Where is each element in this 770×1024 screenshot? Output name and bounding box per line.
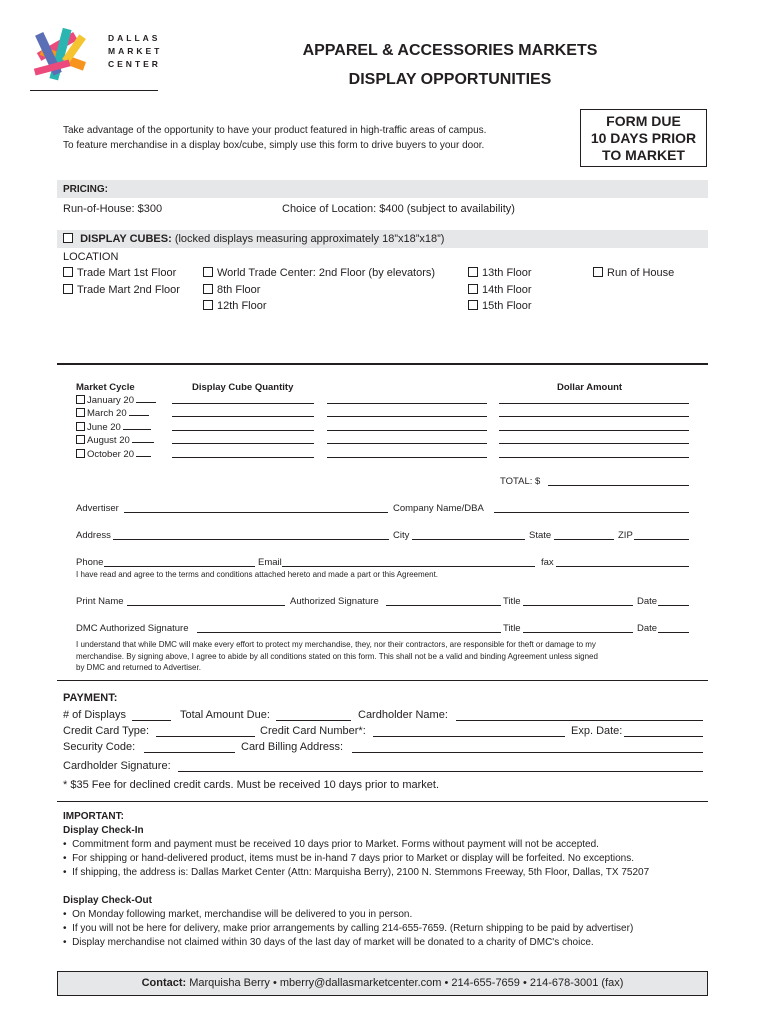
company-line[interactable]: [494, 512, 689, 513]
date-line[interactable]: [658, 605, 689, 606]
checkin-heading: Display Check-In: [63, 825, 144, 836]
pricing-band: [57, 180, 708, 198]
cycle-august[interactable]: [76, 435, 154, 446]
qty-line-2[interactable]: [327, 403, 487, 404]
total-line[interactable]: [548, 485, 689, 486]
disclaimer-line-2: merchandise. By signing above, I agree to abide by all conditions stated on this form. This shall not be a valid and binding Agreement unless signed: [76, 651, 598, 661]
checkout-item: [63, 909, 412, 920]
fax-line[interactable]: [556, 566, 689, 567]
cardholder-name-line[interactable]: [456, 720, 703, 721]
email-line[interactable]: [282, 566, 535, 567]
cardholder-name-label: Cardholder Name:: [358, 709, 448, 721]
checkbox[interactable]: [593, 267, 603, 277]
disclaimer-line-1: I understand that while DMC will make every effort to protect my merchandise, they, nor their contractors, are responsible for theft or damage to my: [76, 640, 596, 649]
cc-type-line[interactable]: [156, 736, 255, 737]
logo: [30, 20, 170, 90]
location-label: Trade Mart 2nd Floor: [77, 284, 180, 296]
display-cubes-checkbox[interactable]: [63, 233, 73, 243]
fax-label: fax: [541, 557, 554, 568]
location-label: 12th Floor: [217, 300, 267, 312]
billing-address-label: Card Billing Address:: [241, 741, 344, 753]
state-label: State: [529, 530, 552, 541]
checkbox[interactable]: [76, 449, 85, 458]
qty-line[interactable]: [172, 403, 314, 404]
city-label: City: [393, 530, 410, 541]
bullet: •: [63, 853, 73, 864]
address-label: Address: [76, 530, 111, 541]
qty-line[interactable]: [172, 443, 314, 444]
cycle-label: August 20: [87, 435, 130, 446]
location-13th[interactable]: [468, 267, 532, 279]
advertiser-label: Advertiser: [76, 503, 119, 514]
qty-line-2[interactable]: [327, 430, 487, 431]
exp-date-line[interactable]: [624, 736, 703, 737]
zip-line[interactable]: [634, 539, 689, 540]
form-due-line-1: FORM DUE: [606, 113, 681, 129]
checkbox[interactable]: [468, 300, 478, 310]
title-label: Title: [503, 596, 521, 607]
checkbox[interactable]: [203, 267, 213, 277]
email-label: Email: [258, 557, 282, 568]
qty-line-2[interactable]: [327, 416, 487, 417]
address-line[interactable]: [113, 539, 389, 540]
state-line[interactable]: [554, 539, 614, 540]
checkin-text: For shipping or hand-delivered product, items must be in-hand 7 days prior to Market or display will be forfeited. No exceptions.: [72, 853, 635, 864]
display-cubes-row: [63, 233, 444, 245]
cycle-march[interactable]: [76, 408, 149, 419]
advertiser-line[interactable]: [124, 512, 388, 513]
cycle-october[interactable]: [76, 449, 151, 460]
cycle-june[interactable]: [76, 422, 151, 433]
security-code-line[interactable]: [144, 752, 235, 753]
display-cubes-heading: DISPLAY CUBES:: [80, 233, 172, 245]
display-cubes-desc: (locked displays measuring approximately 18”x18”x18”): [174, 233, 445, 245]
total-due-line[interactable]: [276, 720, 351, 721]
checkout-text: Display merchandise not claimed within 30 days of the last day of market will be donated to a charity of DMC's choice.: [72, 937, 594, 948]
auth-signature-label: Authorized Signature: [290, 596, 379, 607]
checkin-item: [63, 839, 599, 850]
qty-line-2[interactable]: [327, 457, 487, 458]
company-label: Company Name/DBA: [393, 503, 484, 514]
location-12th[interactable]: [203, 300, 267, 312]
checkout-item: [63, 937, 594, 948]
location-label: World Trade Center: 2nd Floor (by elevators): [217, 267, 436, 279]
intro-text: [63, 123, 486, 153]
dmc-signature-label: DMC Authorized Signature: [76, 623, 189, 634]
logo-line-1: DALLAS: [108, 33, 161, 43]
location-label: 15th Floor: [482, 300, 532, 312]
location-label: Run of House: [607, 267, 675, 279]
intro-line-2: To feature merchandise in a display box/cube, simply use this form to drive buyers to your door.: [63, 140, 485, 151]
print-name-line[interactable]: [127, 605, 285, 606]
zip-label: ZIP: [618, 530, 633, 541]
checkbox[interactable]: [468, 267, 478, 277]
checkbox[interactable]: [468, 284, 478, 294]
page-title: [230, 36, 670, 94]
dmc-date-line[interactable]: [658, 632, 689, 633]
checkbox[interactable]: [76, 422, 85, 431]
location-label: 14th Floor: [482, 284, 532, 296]
disclaimer-line-3: by DMC and returned to Advertiser.: [76, 663, 201, 672]
print-name-label: Print Name: [76, 596, 124, 607]
title-line[interactable]: [523, 605, 633, 606]
bullet: •: [63, 839, 73, 850]
billing-address-line[interactable]: [352, 752, 703, 753]
total-label: TOTAL: $: [500, 476, 541, 487]
location-label: 13th Floor: [482, 267, 532, 279]
location-wtc-2nd[interactable]: [203, 267, 435, 279]
location-8th[interactable]: [203, 284, 260, 296]
checkbox[interactable]: [76, 435, 85, 444]
bullet: •: [63, 867, 73, 878]
checkbox[interactable]: [76, 408, 85, 417]
checkin-item: [63, 853, 634, 864]
security-code-label: Security Code:: [63, 741, 136, 753]
checkbox[interactable]: [63, 284, 73, 294]
fee-note: * $35 Fee for declined credit cards. Must be received 10 days prior to market.: [63, 779, 440, 791]
dollar-amount-header: Dollar Amount: [557, 382, 623, 393]
title-line-1: APPAREL & ACCESSORIES MARKETS: [302, 42, 598, 59]
bullet: •: [63, 937, 73, 948]
cc-number-line[interactable]: [373, 736, 565, 737]
location-label: Trade Mart 1st Floor: [77, 267, 177, 279]
checkbox[interactable]: [63, 267, 73, 277]
contact-label: Contact:: [141, 977, 187, 989]
important-heading: IMPORTANT:: [63, 811, 124, 822]
checkout-text: On Monday following market, merchandise will be delivered to you in person.: [72, 909, 413, 920]
location-heading: LOCATION: [63, 251, 119, 263]
cc-type-label: Credit Card Type:: [63, 725, 150, 737]
disclaimer: [76, 639, 598, 674]
qty-line-2[interactable]: [327, 443, 487, 444]
num-displays-line[interactable]: [132, 720, 171, 721]
dmc-title-label: Title: [503, 623, 521, 634]
location-trade-mart-1[interactable]: [63, 267, 176, 279]
cycle-label: January 20: [87, 395, 135, 406]
phone-label: Phone: [76, 557, 104, 568]
qty-line[interactable]: [172, 457, 314, 458]
qty-line[interactable]: [172, 416, 314, 417]
cube-quantity-header: Display Cube Quantity: [192, 382, 294, 393]
cycle-label: October 20: [87, 449, 134, 460]
dollar-line[interactable]: [499, 416, 689, 417]
market-cycle-header: Market Cycle: [76, 382, 135, 393]
dollar-line[interactable]: [499, 457, 689, 458]
pricing-heading: PRICING:: [63, 184, 108, 195]
location-trade-mart-2[interactable]: [63, 284, 180, 296]
checkbox[interactable]: [203, 300, 213, 310]
dollar-line[interactable]: [499, 430, 689, 431]
pricing-choice-location: Choice of Location: $400 (subject to availability): [282, 203, 515, 215]
qty-line[interactable]: [172, 430, 314, 431]
total-due-label: Total Amount Due:: [180, 709, 270, 721]
section-divider: [57, 363, 708, 365]
date-label: Date: [637, 596, 658, 607]
form-due-line-3: TO MARKET: [602, 147, 685, 163]
cycle-january[interactable]: [76, 395, 156, 406]
phone-line[interactable]: [104, 566, 255, 567]
auth-signature-line[interactable]: [386, 605, 501, 606]
logo-line-3: CENTER: [108, 59, 161, 69]
cardholder-signature-label: Cardholder Signature:: [63, 760, 171, 772]
checkout-text: If you will not be here for delivery, make prior arrangements by calling 214-655-7659. (Return shipping to be paid by advertiser): [72, 923, 634, 934]
checkin-item: [63, 867, 649, 878]
location-run-of-house[interactable]: [593, 267, 674, 279]
cycle-label: March 20: [87, 408, 127, 419]
bullet: •: [63, 909, 73, 920]
agree-text: I have read and agree to the terms and conditions attached hereto and made a part or this Agreement.: [76, 570, 439, 579]
dollar-line[interactable]: [499, 443, 689, 444]
dmc-title-line[interactable]: [523, 632, 633, 633]
location-14th[interactable]: [468, 284, 532, 296]
location-label: 8th Floor: [217, 284, 261, 296]
pricing-run-of-house: Run-of-House: $300: [63, 203, 163, 215]
section-divider-3: [57, 801, 708, 802]
checkbox[interactable]: [76, 395, 85, 404]
exp-date-label: Exp. Date:: [571, 725, 623, 737]
dmc-date-label: Date: [637, 623, 658, 634]
cycle-label: June 20: [87, 422, 121, 433]
intro-line-1: Take advantage of the opportunity to have your product featured in high-traffic areas of campus.: [63, 125, 487, 136]
checkout-heading: Display Check-Out: [63, 895, 152, 906]
cc-number-label: Credit Card Number*:: [260, 725, 366, 737]
checkin-text: If shipping, the address is: Dallas Market Center (Attn: Marquisha Berry), 2100 N. Stemmons Freeway, 5th Floor, Dallas, TX 75207: [72, 867, 650, 878]
title-line-2: DISPLAY OPPORTUNITIES: [348, 71, 552, 88]
contact-text: Marquisha Berry • mberry@dallasmarketcenter.com • 214-655-7659 • 214-678-3001 (fax): [189, 977, 624, 989]
logo-text: [108, 32, 162, 71]
cardholder-signature-line[interactable]: [178, 771, 703, 772]
form-due-line-2: 10 DAYS PRIOR: [590, 130, 697, 146]
checkbox[interactable]: [203, 284, 213, 294]
form-due-box: [580, 109, 707, 167]
checkout-item: [63, 923, 633, 934]
dollar-line[interactable]: [499, 403, 689, 404]
logo-mark-icon: [30, 20, 100, 90]
city-line[interactable]: [412, 539, 525, 540]
num-displays-label: # of Displays: [63, 709, 126, 721]
location-15th[interactable]: [468, 300, 532, 312]
bullet: •: [63, 923, 73, 934]
checkin-text: Commitment form and payment must be received 10 days prior to Market. Forms without payment will not be accepted.: [72, 839, 599, 850]
payment-heading: PAYMENT:: [63, 692, 118, 704]
section-divider-2: [57, 680, 708, 681]
logo-underline: [30, 90, 158, 91]
contact-bar: [57, 971, 708, 996]
dmc-signature-line[interactable]: [197, 632, 501, 633]
logo-line-2: MARKET: [108, 46, 163, 56]
